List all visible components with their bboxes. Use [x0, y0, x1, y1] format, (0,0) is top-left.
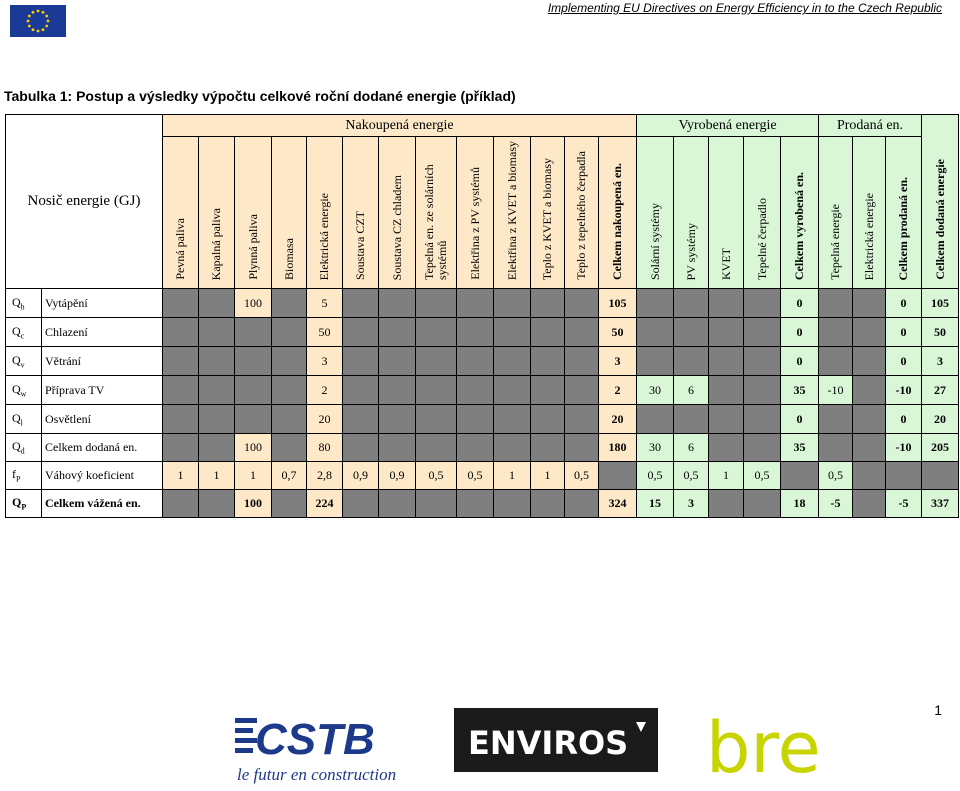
col-header: Tepelná en. ze solárních systémů [416, 137, 457, 289]
table-cell [235, 318, 272, 347]
table-cell [272, 318, 307, 347]
table-cell: 6 [674, 376, 709, 405]
table-cell [709, 434, 744, 462]
table-cell [494, 490, 531, 518]
col-header: Plynná paliva [235, 137, 272, 289]
table-cell [709, 347, 744, 376]
table-cell: 0,7 [272, 462, 307, 490]
table-cell [416, 434, 457, 462]
table-cell [379, 376, 416, 405]
table-cell: 18 [781, 490, 819, 518]
table-cell [379, 347, 416, 376]
table-cell [494, 405, 531, 434]
table-cell [853, 347, 886, 376]
table-cell: 0,5 [565, 462, 599, 490]
table-cell [744, 318, 781, 347]
table-cell: 3 [674, 490, 709, 518]
header-link[interactable]: Implementing EU Directives on Energy Efficiency in to the Czech Republic [547, 1, 942, 15]
table-cell: 1 [199, 462, 235, 490]
row-label: Vytápění [42, 289, 163, 318]
table-cell: 1 [531, 462, 565, 490]
table-cell [457, 376, 494, 405]
table-cell: 0,5 [819, 462, 853, 490]
table-cell [457, 434, 494, 462]
table-cell: 0,5 [637, 462, 674, 490]
table-cell [379, 405, 416, 434]
group-produced: Vyrobená energie [637, 115, 819, 137]
table-cell: -10 [886, 434, 922, 462]
table-cell: 80 [307, 434, 343, 462]
table-cell [819, 347, 853, 376]
table-cell [531, 289, 565, 318]
table-body [6, 289, 959, 518]
bre-wordmark: bre [706, 707, 821, 780]
table-cell [163, 347, 199, 376]
table-cell [163, 318, 199, 347]
col-header: Teplo z tepelného čerpadla [565, 137, 599, 289]
table-row [6, 376, 959, 405]
row-symbol: $Q_h$ [6, 289, 42, 318]
table-cell: 0 [886, 347, 922, 376]
table-row [6, 347, 959, 376]
table-cell [199, 405, 235, 434]
table-cell: 100 [235, 289, 272, 318]
table-cell: -5 [819, 490, 853, 518]
cstb-logo [235, 710, 415, 786]
table-cell [457, 405, 494, 434]
col-header: Solární systémy [637, 137, 674, 289]
table-cell [343, 405, 379, 434]
table-cell [272, 289, 307, 318]
table-cell [531, 347, 565, 376]
col-header: Soustava CZT [343, 137, 379, 289]
col-header: Elektřina z KVET a biomasy [494, 137, 531, 289]
table-cell [163, 376, 199, 405]
enviros-triangle-icon [636, 722, 646, 732]
row-symbol: $Q_c$ [6, 318, 42, 347]
table-cell [272, 376, 307, 405]
table-cell [922, 462, 959, 490]
table-cell [416, 490, 457, 518]
enviros-wordmark: ENVIROS [468, 724, 629, 762]
table-cell: 100 [235, 434, 272, 462]
table-cell [853, 434, 886, 462]
table-cell [531, 318, 565, 347]
col-header: Celkem dodaná energie [922, 115, 959, 289]
group-purchased: Nakoupená energie [163, 115, 637, 137]
group-sold: Prodaná en. [819, 115, 922, 137]
table-cell: 15 [637, 490, 674, 518]
table-cell [379, 318, 416, 347]
table-cell: 0 [886, 289, 922, 318]
col-header: Elektrická energie [307, 137, 343, 289]
table-cell: 20 [599, 405, 637, 434]
table-cell: 50 [922, 318, 959, 347]
table-cell [819, 318, 853, 347]
table-cell: 337 [922, 490, 959, 518]
col-header: Kapalná paliva [199, 137, 235, 289]
table-cell [416, 405, 457, 434]
row-label: Příprava TV [42, 376, 163, 405]
table-cell [565, 376, 599, 405]
row-label: Celkem vážená en. [42, 490, 163, 518]
row-symbol: $Q_P$ [6, 490, 42, 518]
table-cell: 0,9 [343, 462, 379, 490]
table-cell [199, 318, 235, 347]
table-cell [599, 462, 637, 490]
row-label: Váhový koeficient [42, 462, 163, 490]
col-header: Celkem prodaná en. [886, 137, 922, 289]
table-cell [272, 490, 307, 518]
table-cell: 0 [886, 318, 922, 347]
col-header: PV systémy [674, 137, 709, 289]
table-cell [531, 405, 565, 434]
table-cell: 0,5 [416, 462, 457, 490]
table-cell [343, 490, 379, 518]
table-cell: -5 [886, 490, 922, 518]
col-header: KVET [709, 137, 744, 289]
table-cell [343, 347, 379, 376]
col-header: Tepelná energie [819, 137, 853, 289]
table-cell [494, 289, 531, 318]
table-cell [416, 289, 457, 318]
table-cell [163, 289, 199, 318]
table-cell: -10 [819, 376, 853, 405]
table-cell [379, 289, 416, 318]
table-cell: 0,5 [674, 462, 709, 490]
table-cell [494, 376, 531, 405]
table-cell [494, 318, 531, 347]
table-cell [416, 318, 457, 347]
col-header: Tepelné čerpadlo [744, 137, 781, 289]
table-cell [494, 347, 531, 376]
table-cell [343, 376, 379, 405]
table-cell [416, 376, 457, 405]
energy-table [5, 114, 959, 518]
table-cell [709, 405, 744, 434]
table-cell [637, 347, 674, 376]
table-cell: -10 [886, 376, 922, 405]
table-cell: 3 [922, 347, 959, 376]
table-cell: 100 [235, 490, 272, 518]
table-cell: 0,5 [744, 462, 781, 490]
table-cell [744, 490, 781, 518]
enviros-logo [454, 708, 658, 772]
table-cell [744, 405, 781, 434]
table-cell [163, 434, 199, 462]
cstb-wordmark: CSTB [255, 715, 375, 764]
col-header: Celkem vyrobená en. [781, 137, 819, 289]
table-cell [637, 318, 674, 347]
table-cell [709, 289, 744, 318]
table-cell [199, 347, 235, 376]
table-cell [531, 434, 565, 462]
table-cell [457, 318, 494, 347]
col-header: Celkem nakoupená en. [599, 137, 637, 289]
table-cell: 224 [307, 490, 343, 518]
table-cell [272, 434, 307, 462]
table-cell: 105 [922, 289, 959, 318]
table-cell [235, 347, 272, 376]
table-cell [819, 289, 853, 318]
table-cell [199, 490, 235, 518]
table-cell [744, 347, 781, 376]
table-cell: 0 [781, 405, 819, 434]
table-cell: 2,8 [307, 462, 343, 490]
table-cell [379, 490, 416, 518]
table-cell: 50 [307, 318, 343, 347]
table-cell [457, 490, 494, 518]
col-header: Elektrická energie [853, 137, 886, 289]
table-cell [853, 405, 886, 434]
table-cell [272, 347, 307, 376]
table-cell [674, 347, 709, 376]
table-cell: 0 [886, 405, 922, 434]
table-cell: 0 [781, 347, 819, 376]
table-cell [709, 490, 744, 518]
table-cell [674, 318, 709, 347]
table-cell [565, 490, 599, 518]
table-cell: 180 [599, 434, 637, 462]
table-cell: 324 [599, 490, 637, 518]
table-cell [637, 289, 674, 318]
table-cell: 30 [637, 434, 674, 462]
table-cell [163, 405, 199, 434]
table-cell: 205 [922, 434, 959, 462]
table-cell: 30 [637, 376, 674, 405]
table-cell [565, 405, 599, 434]
corner-label: Nosič energie (GJ) [6, 115, 163, 289]
table-row [6, 289, 959, 318]
table-caption: Tabulka 1: Postup a výsledky výpočtu celkové roční dodané energie (příklad) [4, 88, 516, 104]
table-cell [853, 318, 886, 347]
table-cell [565, 318, 599, 347]
table-cell [379, 434, 416, 462]
table-row [6, 405, 959, 434]
table-cell: 35 [781, 376, 819, 405]
eu-flag-icon [10, 5, 66, 37]
table-cell [853, 462, 886, 490]
table-cell [416, 347, 457, 376]
table-cell [744, 434, 781, 462]
table-cell [853, 376, 886, 405]
table-cell: 20 [307, 405, 343, 434]
table-cell [819, 405, 853, 434]
table-cell [853, 490, 886, 518]
table-cell [199, 376, 235, 405]
table-cell [853, 289, 886, 318]
table-cell [235, 405, 272, 434]
table-cell [674, 289, 709, 318]
table-cell [709, 376, 744, 405]
table-row [6, 318, 959, 347]
table-cell: 5 [307, 289, 343, 318]
table-cell [886, 462, 922, 490]
table-cell: 0 [781, 289, 819, 318]
table-cell [565, 347, 599, 376]
table-cell: 20 [922, 405, 959, 434]
table-cell [565, 289, 599, 318]
table-row [6, 434, 959, 462]
table-cell [637, 405, 674, 434]
table-cell [163, 490, 199, 518]
table-cell: 1 [709, 462, 744, 490]
table-cell: 27 [922, 376, 959, 405]
table-cell [199, 289, 235, 318]
table-cell: 105 [599, 289, 637, 318]
row-label: Chlazení [42, 318, 163, 347]
table-cell: 1 [235, 462, 272, 490]
row-symbol: $Q_w$ [6, 376, 42, 405]
row-symbol: $Q_l$ [6, 405, 42, 434]
table-cell: 35 [781, 434, 819, 462]
table-cell: 2 [307, 376, 343, 405]
row-symbol: $f_P$ [6, 462, 42, 490]
row-symbol: $Q_v$ [6, 347, 42, 376]
table-cell [744, 376, 781, 405]
table-cell [343, 289, 379, 318]
table-cell [272, 405, 307, 434]
col-header: Biomasa [272, 137, 307, 289]
table-cell [343, 434, 379, 462]
col-header: Soustava CZ chladem [379, 137, 416, 289]
row-label: Celkem dodaná en. [42, 434, 163, 462]
table-cell: 3 [599, 347, 637, 376]
table-cell [457, 289, 494, 318]
bre-logo [706, 700, 830, 780]
table-cell [494, 434, 531, 462]
table-cell [343, 318, 379, 347]
page-number: 1 [934, 702, 942, 718]
table-cell: 6 [674, 434, 709, 462]
table-cell: 1 [163, 462, 199, 490]
table-cell [819, 434, 853, 462]
table-cell [709, 318, 744, 347]
table-cell [457, 347, 494, 376]
row-symbol: $Q_d$ [6, 434, 42, 462]
table-cell [235, 376, 272, 405]
table-cell [674, 405, 709, 434]
table-cell [781, 462, 819, 490]
table-cell [531, 490, 565, 518]
cstb-tagline: le futur en construction [237, 765, 397, 784]
col-header: Elektřina z PV systémů [457, 137, 494, 289]
table-cell: 0 [781, 318, 819, 347]
table-cell: 2 [599, 376, 637, 405]
row-label: Větrání [42, 347, 163, 376]
table-cell: 3 [307, 347, 343, 376]
table-cell: 1 [494, 462, 531, 490]
table-row [6, 490, 959, 518]
table-cell: 50 [599, 318, 637, 347]
col-header: Pevná paliva [163, 137, 199, 289]
table-cell [199, 434, 235, 462]
col-header: Teplo z KVET a biomasy [531, 137, 565, 289]
table-cell [565, 434, 599, 462]
table-cell [531, 376, 565, 405]
table-cell: 0,9 [379, 462, 416, 490]
table-row [6, 462, 959, 490]
table-cell [744, 289, 781, 318]
table-cell: 0,5 [457, 462, 494, 490]
row-label: Osvětlení [42, 405, 163, 434]
